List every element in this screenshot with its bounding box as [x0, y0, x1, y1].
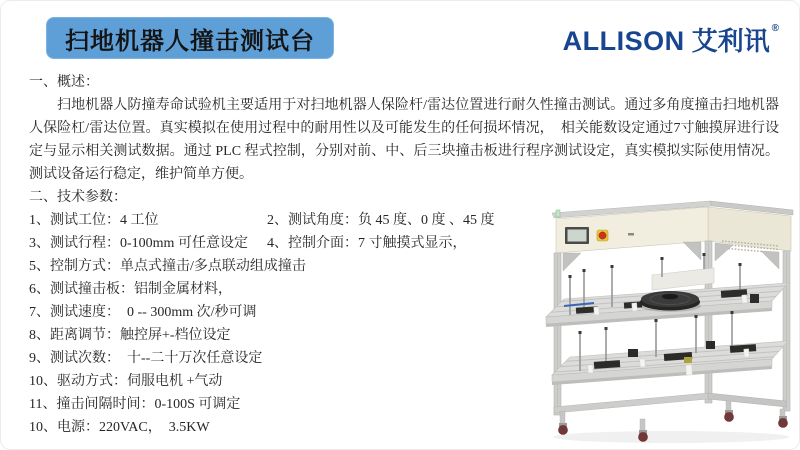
indicator-lamp: [556, 210, 560, 217]
spec-item-8: 8、距离调节：触控屏+-档位设定: [29, 328, 231, 343]
logo-text-en: ALLISON: [562, 26, 685, 56]
lower-rail-front: [554, 393, 708, 413]
spec-item-1: 1、测试工位：4 工位: [29, 213, 159, 228]
spec-item-9: 9、测试次数： 十--二十万次任意设定: [29, 351, 263, 366]
registered-mark: ®: [771, 23, 779, 34]
title-banner: [46, 17, 334, 59]
touchscreen: [565, 227, 589, 244]
gusset: [563, 253, 581, 271]
floor-shadow: [553, 431, 789, 443]
spec-item-7: 7、测试速度： 0 -- 300mm 次/秒可调: [29, 305, 257, 320]
spec-item-4: 4、控制介面：7 寸触摸式显示，: [267, 236, 467, 251]
gusset: [761, 251, 779, 269]
caster: [639, 430, 648, 442]
specs-heading: 二、技术参数：: [29, 190, 127, 205]
spec-item-2: 2、测试角度：负 45 度、0 度 、45 度: [267, 213, 495, 228]
spec-item-12: 10、电源：220VAC， 3.5KW: [29, 420, 210, 435]
brand-logo: [562, 23, 779, 56]
caster: [725, 410, 734, 422]
emergency-stop-button: [597, 230, 608, 241]
spec-item-10: 10、驱动方式：伺服电机 +气动: [29, 374, 223, 389]
gusset: [683, 242, 701, 260]
overview-paragraph: 扫地机器人防撞寿命试验机主要适用于对扫地机器人保险杆/雷达位置进行耐久性撞击测试。通过多角度撞击扫地机器人保险杠/雷达位置。真实模拟在使用过程中的耐用性以及可能发生的任何损坏情况， 相关能数设定通过7寸触摸屏进行设定与显示相关测试数据。通过 PLC 程式控制，分别对前、中、后三块撞击板进行程序测试设定，真实模拟实际使用情况。 测试设备运行稳定，维护简单方便。: [29, 98, 786, 182]
robot-vacuum: [639, 291, 701, 312]
logo-text-cn: 艾利讯: [691, 26, 770, 56]
caster: [779, 416, 788, 428]
spec-item-5: 5、控制方式：单点式撞击/多点联动组成撞击: [29, 259, 306, 274]
page-title: 扫地机器人撞击测试台: [65, 28, 315, 55]
panel-label: [628, 233, 634, 236]
spec-item-11: 11、撞击间隔时间：0-100S 可调定: [29, 397, 241, 412]
frame-columns: [554, 241, 790, 415]
spec-item-3: 3、测试行程：0-100mm 可任意设定: [29, 236, 248, 251]
machine-photo: [536, 199, 798, 446]
lower-rail-side: [708, 393, 786, 407]
spec-item-6: 6、测试撞击板：铝制金属材料，: [29, 282, 232, 297]
overview-heading: 一、概述：: [29, 75, 99, 90]
gusset: [715, 243, 733, 261]
caster: [559, 423, 568, 435]
robot-lidar: [662, 294, 678, 300]
yellow-block: [684, 357, 692, 363]
